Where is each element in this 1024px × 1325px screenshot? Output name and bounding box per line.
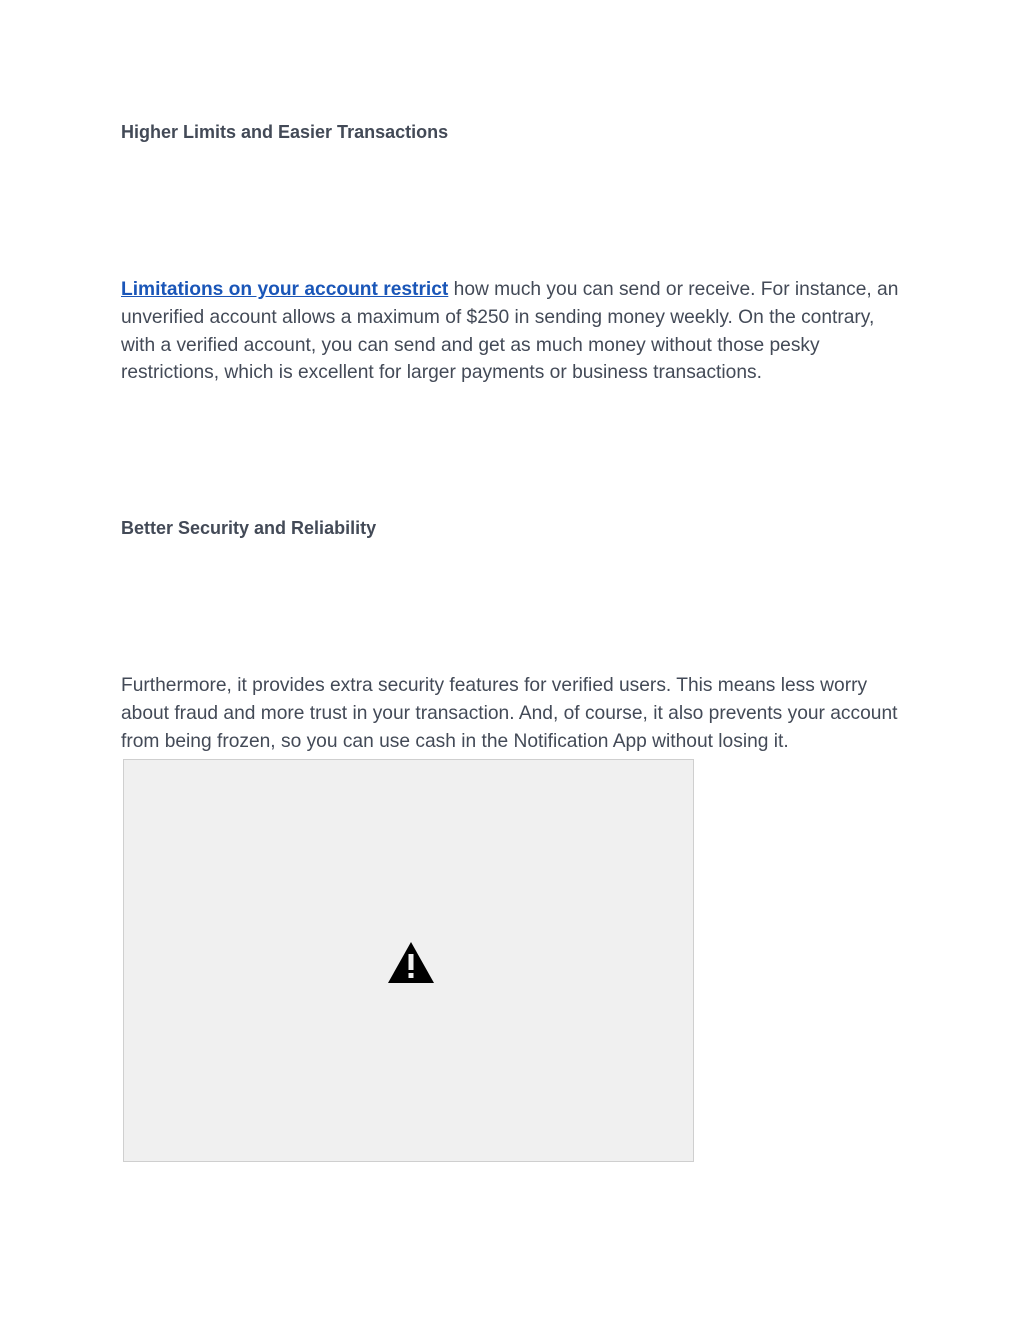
broken-image-placeholder [123, 759, 694, 1162]
heading-better-security: Better Security and Reliability [121, 518, 377, 538]
account-restrictions-link[interactable]: Limitations on your account restrict [121, 279, 449, 300]
warning-icon [387, 941, 435, 984]
paragraph-limits-text: how much you can send or receive. For instance, an unverified account allows a maximum of $250 in sending money weekly. On the contrary, with a verified account, you can send and get as much money without those pesky restrictions, which is excellent for larger payments or business transactions. [121, 279, 899, 384]
heading-higher-limits: Higher Limits and Easier Transactions [121, 122, 449, 142]
paragraph-limits [121, 276, 911, 387]
paragraph-security: Furthermore, it provides extra security features for verified users. This means less worry about fraud and more trust in your transaction. And, of course, it also prevents your account from being frozen, so you can use cash in the Notification App without losing it. [121, 675, 898, 752]
